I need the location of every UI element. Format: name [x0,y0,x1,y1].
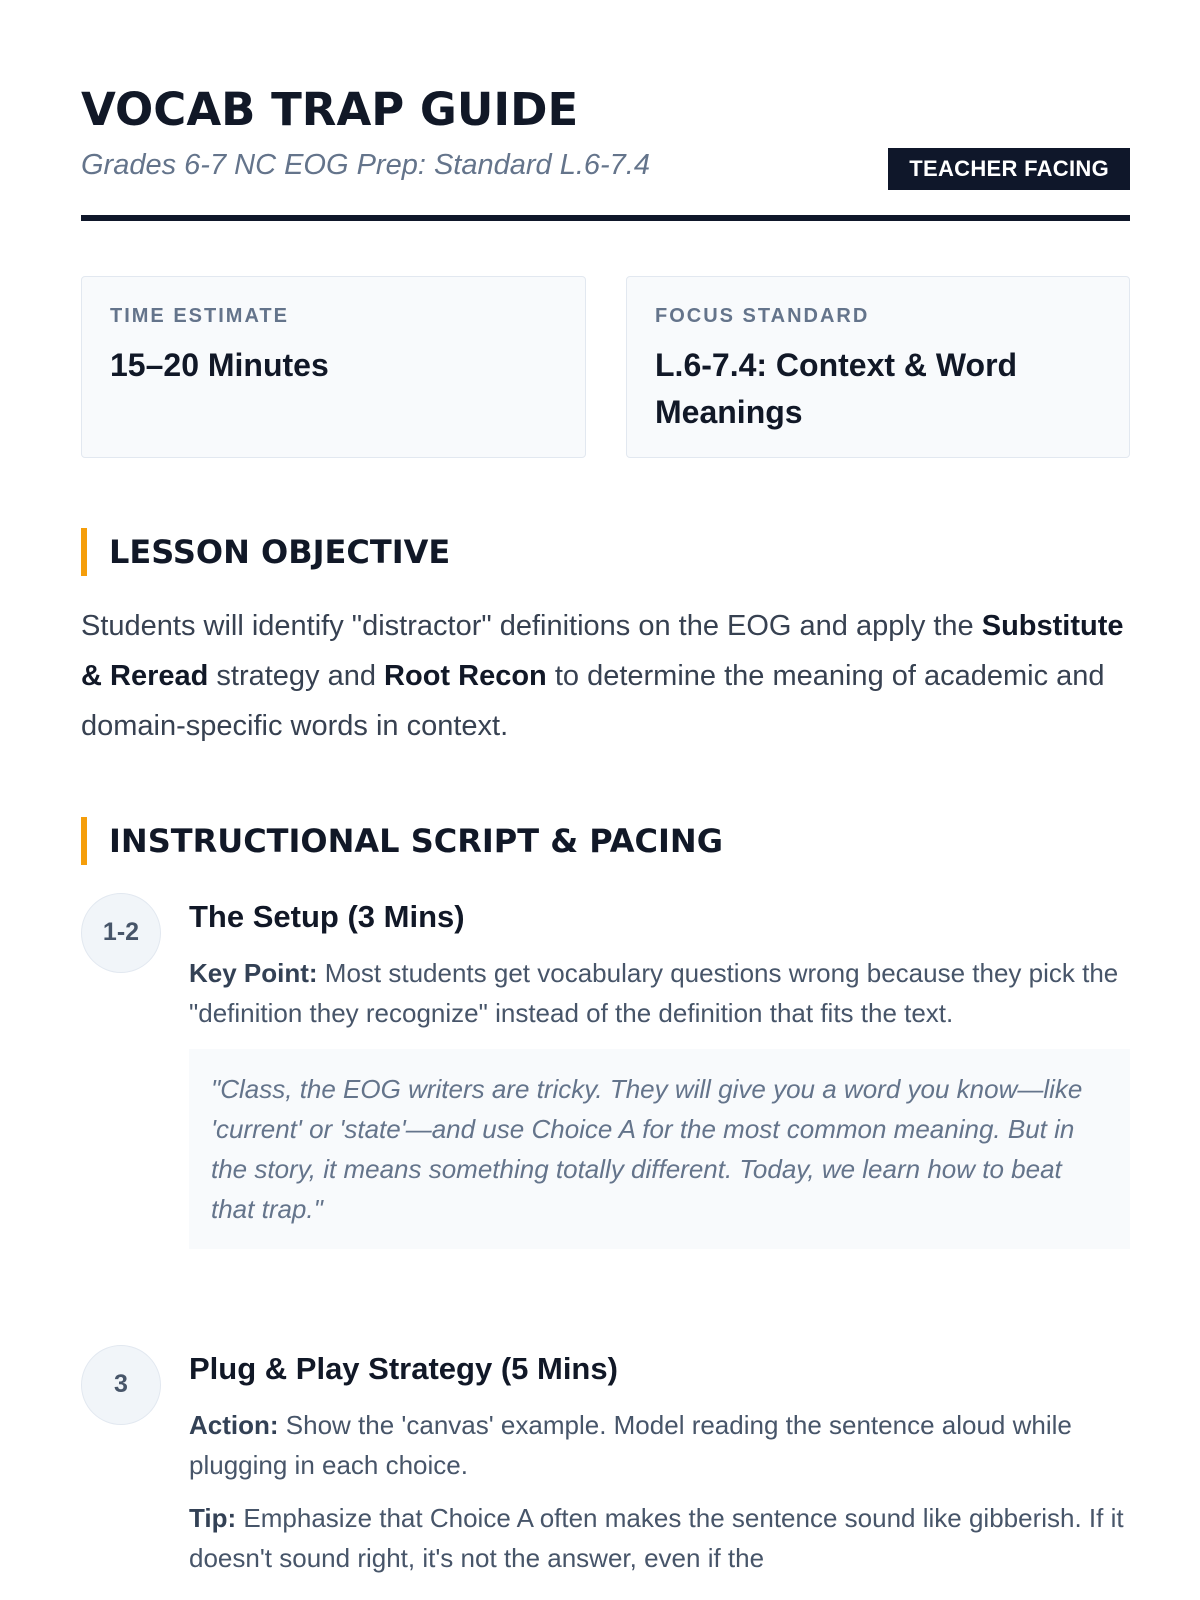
teacher-script-quote: "Class, the EOG writers are tricky. They will give you a word you know—like 'current' or 'state'—and use Choice A for the most common meaning. But in the story, it means something totally different. Today, we learn how to beat that trap." [189,1049,1130,1249]
time-estimate-card [81,276,586,458]
step-plug-and-play [189,1349,1130,1578]
step-setup [189,897,1130,1249]
instructional-script-heading: INSTRUCTIONAL SCRIPT & PACING [81,817,723,865]
lesson-objective-heading: LESSON OBJECTIVE [81,528,450,576]
focus-standard-card [626,276,1130,458]
step-number-badge: 1-2 [81,893,161,973]
step-title: Plug & Play Strategy (5 Mins) [189,1351,618,1386]
tip-label: Tip: [189,1503,237,1533]
tip-text: Emphasize that Choice A often makes the sentence sound like gibberish. If it doesn't sound right, it's not the answer, even if the [189,1503,1124,1573]
header-divider [81,215,1130,221]
card-label: TIME ESTIMATE [110,305,289,327]
card-value: L.6-7.4: Context & Word Meanings [655,347,1018,430]
step-tip [189,1498,1130,1578]
key-point-text: Most students get vocabulary questions wrong because they pick the "definition they recognize" instead of the definition that fits the text. [189,958,1119,1028]
step-key-point [189,953,1130,1033]
key-point-label: Key Point: [189,958,318,988]
card-value: 15–20 Minutes [110,347,329,383]
objective-text-part: to determine the meaning of academic and domain-specific words in context. [81,660,1105,742]
page-title: VOCAB TRAP GUIDE [81,83,579,136]
teacher-facing-badge: TEACHER FACING [888,148,1130,190]
objective-text-part: strategy and [208,660,385,692]
objective-strategy-substitute: Substitute & Reread [81,610,1124,692]
document-header [81,83,1130,181]
step-number-badge: 3 [81,1345,161,1425]
action-label: Action: [189,1410,279,1440]
card-label: FOCUS STANDARD [655,305,870,327]
step-title: The Setup (3 Mins) [189,899,465,934]
lesson-objective-text [81,601,1130,751]
action-text: Show the 'canvas' example. Model reading the sentence aloud while plugging in each choice. [189,1410,1072,1480]
step-action [189,1405,1130,1485]
page-subtitle: Grades 6-7 NC EOG Prep: Standard L.6-7.4 [81,149,650,181]
objective-strategy-root-recon: Root Recon [384,660,547,692]
objective-text-part: Students will identify "distractor" definitions on the EOG and apply the [81,610,982,642]
